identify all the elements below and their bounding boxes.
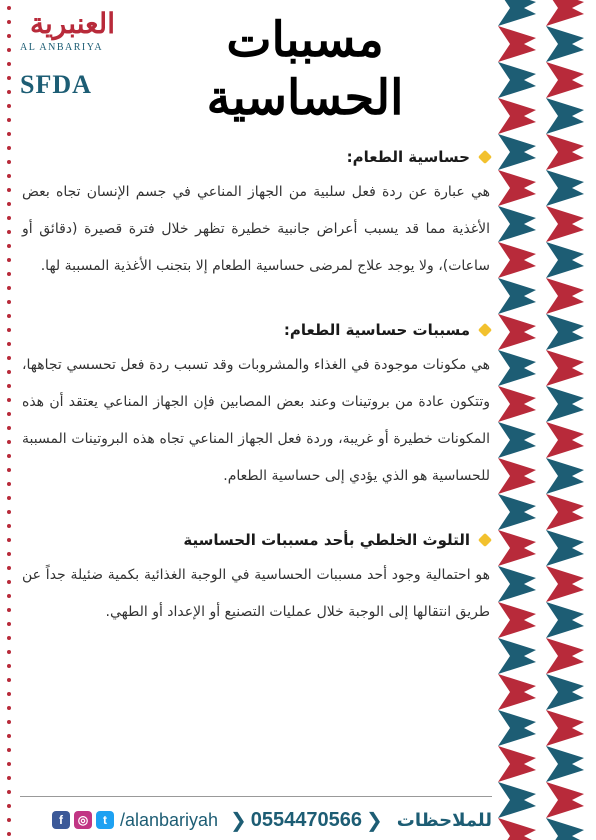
footer-divider	[20, 796, 492, 797]
left-dotted-border	[4, 0, 14, 840]
page-title	[150, 10, 460, 126]
heading-text: حساسية الطعام:	[346, 148, 470, 166]
diamond-bullet-icon	[478, 533, 492, 547]
instagram-icon[interactable]: ◎	[74, 811, 92, 829]
section-cross-contamination	[22, 531, 490, 631]
heading-text: التلوث الخلطي بأحد مسببات الحساسية	[183, 531, 470, 549]
footer-label: للملاحظات	[396, 809, 492, 831]
sfda-label: SFDA	[20, 70, 92, 99]
logo	[20, 8, 140, 53]
title-line-1: مسببات	[226, 12, 384, 68]
footer	[20, 804, 492, 836]
section-allergy-causes	[22, 321, 490, 495]
section-body: هي مكونات موجودة في الغذاء والمشروبات وقد تسبب ردة فعل تحسسي تجاهها، وتتكون عادة من بروتينات وعند بعض المصابين فإن الجهاز المناعي يعتقد أن هذه المكونات خطيرة أو غريبة، وردة فعل الجهاز المناعي تجاه هذه البروتينات المسببة للحساسية هو الذي يؤدي إلى حساسية الطعام.	[22, 357, 490, 484]
section-heading	[22, 531, 490, 549]
chevron-left-icon: ❮	[230, 808, 247, 832]
logo-arabic: العنبرية	[30, 7, 115, 40]
section-food-allergy	[22, 148, 490, 285]
facebook-icon[interactable]: f	[52, 811, 70, 829]
section-body: هي عبارة عن ردة فعل سلبية من الجهاز المناعي في جسم الإنسان تجاه بعض الأغذية مما قد يسبب أعراض جانبية خطيرة تظهر خلال فترة قصيرة (دقائق أو ساعات)، ولا يوجد علاج لمرضى حساسية الطعام إلا بتجنب الأغذية المسببة لها.	[22, 184, 490, 274]
section-body: هو احتمالية وجود أحد مسببات الحساسية في الوجبة الغذائية بكمية ضئيلة جداً عن طريق انتقالها إلى الوجبة خلال عمليات التصنيع أو الإعداد أو الطهي.	[22, 567, 490, 620]
content	[22, 148, 490, 667]
phone-number[interactable]: 0554470566	[250, 808, 363, 831]
diamond-bullet-icon	[478, 323, 492, 337]
diamond-bullet-icon	[478, 150, 492, 164]
heading-text: مسببات حساسية الطعام:	[283, 321, 470, 339]
social-icons	[52, 811, 114, 829]
section-heading	[22, 321, 490, 339]
twitter-icon[interactable]: t	[96, 811, 114, 829]
chevron-left-icon: ❮	[366, 808, 383, 832]
social-handle[interactable]: /alanbariyah	[119, 809, 219, 830]
section-heading	[22, 148, 490, 166]
decorative-pattern	[490, 0, 596, 840]
logo-english: AL ANBARIYA	[20, 42, 104, 53]
title-line-2: الحساسية	[206, 70, 404, 126]
